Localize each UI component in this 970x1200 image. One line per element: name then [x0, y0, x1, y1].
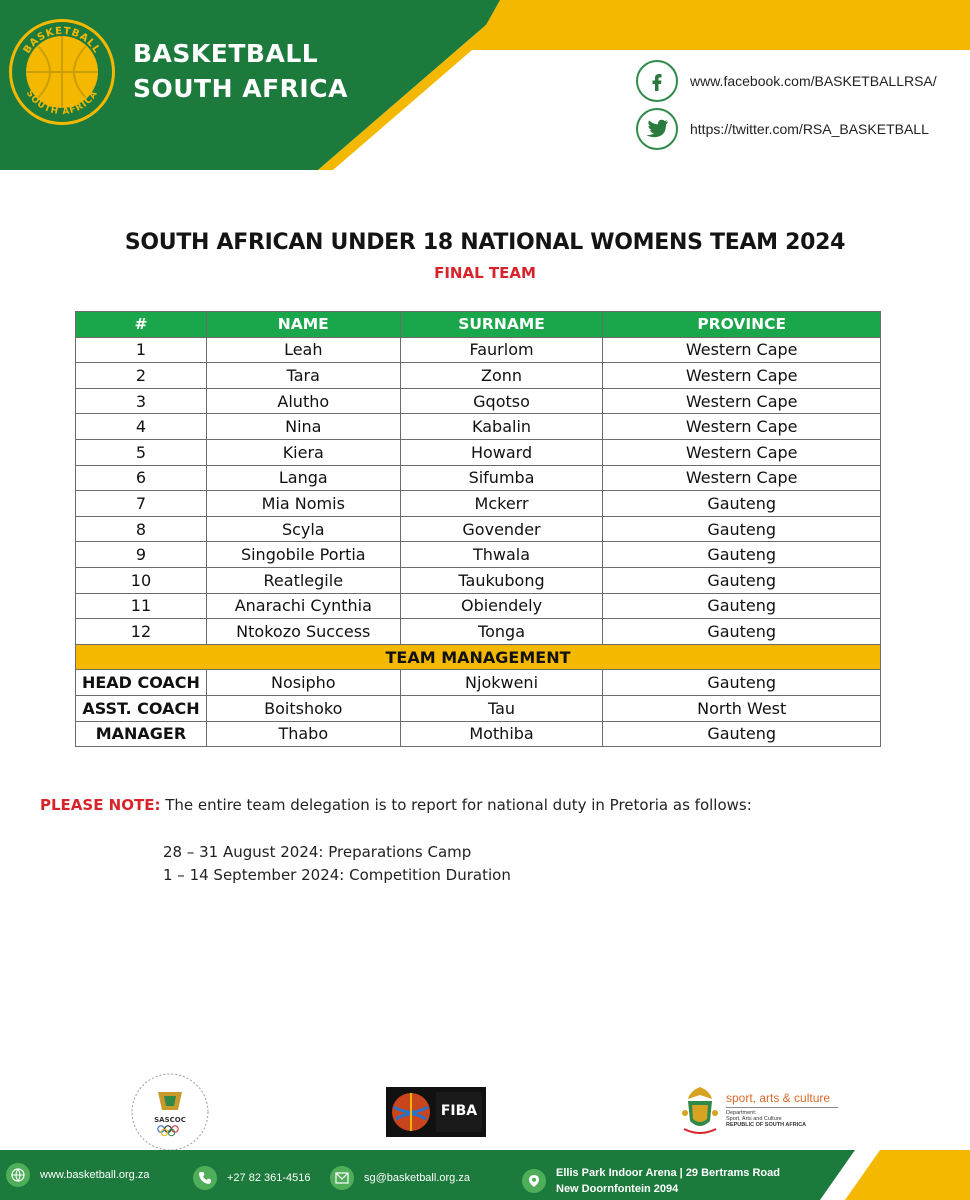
dsac-logo	[680, 1085, 850, 1137]
table-row	[76, 695, 881, 721]
note-label: PLEASE NOTE:	[40, 796, 161, 814]
staff-name-cell: Boitshoko	[206, 695, 400, 721]
header-number: #	[76, 312, 207, 338]
player-name-cell: Reatlegile	[206, 567, 400, 593]
player-number-cell: 5	[76, 439, 207, 465]
player-province-cell: Gauteng	[603, 619, 881, 645]
player-name-cell: Kiera	[206, 439, 400, 465]
table-row	[76, 388, 881, 414]
facebook-icon	[636, 60, 678, 102]
dsac-line: Sport, Arts and Culture	[726, 1116, 782, 1122]
management-header-row	[76, 644, 881, 670]
player-surname-cell: Mckerr	[400, 491, 603, 517]
player-surname-cell: Tonga	[400, 619, 603, 645]
table-row	[76, 465, 881, 491]
player-surname-cell: Zonn	[400, 363, 603, 389]
table-row	[76, 619, 881, 645]
player-surname-cell: Gqotso	[400, 388, 603, 414]
schedule-item: 28 – 31 August 2024: Preparations Camp	[163, 843, 472, 861]
footer-email[interactable]	[330, 1166, 470, 1190]
twitter-icon	[636, 108, 678, 150]
note-text: The entire team delegation is to report for national duty in Pretoria as follows:	[165, 796, 752, 814]
logo-bottom-text: SOUTH AFRICA	[23, 88, 101, 118]
player-number-cell: 8	[76, 516, 207, 542]
table-row	[76, 670, 881, 696]
logo-top-text: BASKETBALL	[21, 25, 103, 56]
staff-name-cell: Nosipho	[206, 670, 400, 696]
org-name-line1: BASKETBALL	[133, 39, 319, 68]
mail-icon	[330, 1166, 354, 1190]
player-province-cell: Western Cape	[603, 388, 881, 414]
player-province-cell: Western Cape	[603, 363, 881, 389]
player-number-cell: 10	[76, 567, 207, 593]
player-number-cell: 6	[76, 465, 207, 491]
footer-website-text[interactable]: www.basketball.org.za	[40, 1169, 150, 1181]
table-row	[76, 542, 881, 568]
table-row	[76, 491, 881, 517]
player-number-cell: 11	[76, 593, 207, 619]
table-row	[76, 516, 881, 542]
player-number-cell: 12	[76, 619, 207, 645]
header-surname: SURNAME	[400, 312, 603, 338]
staff-role-cell: ASST. COACH	[76, 695, 207, 721]
player-name-cell: Alutho	[206, 388, 400, 414]
player-surname-cell: Kabalin	[400, 414, 603, 440]
table-row	[76, 721, 881, 747]
player-surname-cell: Howard	[400, 439, 603, 465]
table-row	[76, 363, 881, 389]
staff-province-cell: North West	[603, 695, 881, 721]
staff-province-cell: Gauteng	[603, 721, 881, 747]
player-name-cell: Singobile Portia	[206, 542, 400, 568]
twitter-url[interactable]: https://twitter.com/RSA_BASKETBALL	[690, 121, 929, 137]
globe-icon	[6, 1163, 30, 1187]
footer-address-line2: New Doornfontein 2094	[556, 1183, 679, 1195]
player-province-cell: Gauteng	[603, 593, 881, 619]
dsac-title: sport, arts & culture	[726, 1091, 831, 1105]
fiba-label: FIBA	[440, 1103, 478, 1119]
player-province-cell: Western Cape	[603, 465, 881, 491]
staff-name-cell: Thabo	[206, 721, 400, 747]
staff-surname-cell: Njokweni	[400, 670, 603, 696]
table-row	[76, 414, 881, 440]
player-province-cell: Gauteng	[603, 567, 881, 593]
footer-address-line1: Ellis Park Indoor Arena | 29 Bertrams Road	[556, 1167, 780, 1179]
twitter-link[interactable]	[636, 108, 929, 150]
player-name-cell: Nina	[206, 414, 400, 440]
footer-phone[interactable]	[193, 1166, 311, 1190]
table-row	[76, 337, 881, 363]
header-name: NAME	[206, 312, 400, 338]
schedule-item: 1 – 14 September 2024: Competition Duration	[163, 866, 511, 884]
player-name-cell: Anarachi Cynthia	[206, 593, 400, 619]
facebook-link[interactable]	[636, 60, 937, 102]
player-surname-cell: Obiendely	[400, 593, 603, 619]
location-pin-icon	[522, 1169, 546, 1193]
management-header: TEAM MANAGEMENT	[76, 644, 881, 670]
player-surname-cell: Thwala	[400, 542, 603, 568]
footer-address	[522, 1165, 780, 1197]
page-title: SOUTH AFRICAN UNDER 18 NATIONAL WOMENS TEAM 2024	[124, 230, 846, 255]
footer-address-text	[556, 1165, 780, 1197]
player-name-cell: Ntokozo Success	[206, 619, 400, 645]
dsac-line: REPUBLIC OF SOUTH AFRICA	[726, 1122, 807, 1128]
staff-role-cell: MANAGER	[76, 721, 207, 747]
table-row	[76, 593, 881, 619]
player-name-cell: Scyla	[206, 516, 400, 542]
player-province-cell: Western Cape	[603, 414, 881, 440]
player-surname-cell: Taukubong	[400, 567, 603, 593]
sascoc-logo	[128, 1070, 212, 1154]
player-province-cell: Western Cape	[603, 439, 881, 465]
staff-surname-cell: Mothiba	[400, 721, 603, 747]
dsac-divider	[726, 1107, 838, 1108]
fiba-logo	[386, 1087, 486, 1137]
org-name-line2: SOUTH AFRICA	[133, 74, 348, 103]
player-number-cell: 9	[76, 542, 207, 568]
table-row	[76, 439, 881, 465]
facebook-url[interactable]: www.facebook.com/BASKETBALLRSA/	[690, 73, 937, 89]
player-surname-cell: Sifumba	[400, 465, 603, 491]
player-province-cell: Gauteng	[603, 491, 881, 517]
team-roster-table	[75, 311, 881, 747]
table-row	[76, 567, 881, 593]
table-header-row	[76, 312, 881, 338]
player-name-cell: Mia Nomis	[206, 491, 400, 517]
page-subtitle: FINAL TEAM	[434, 264, 536, 282]
dsac-text-block	[726, 1091, 838, 1128]
sascoc-label: SASCOC	[154, 1116, 186, 1124]
staff-surname-cell: Tau	[400, 695, 603, 721]
player-province-cell: Western Cape	[603, 337, 881, 363]
player-number-cell: 3	[76, 388, 207, 414]
coat-of-arms-icon	[680, 1085, 720, 1137]
player-surname-cell: Govender	[400, 516, 603, 542]
player-name-cell: Leah	[206, 337, 400, 363]
player-number-cell: 2	[76, 363, 207, 389]
footer-website[interactable]	[6, 1163, 149, 1187]
note-paragraph	[40, 796, 752, 814]
player-surname-cell: Faurlom	[400, 337, 603, 363]
player-name-cell: Tara	[206, 363, 400, 389]
player-number-cell: 4	[76, 414, 207, 440]
player-name-cell: Langa	[206, 465, 400, 491]
phone-icon	[193, 1166, 217, 1190]
staff-role-cell: HEAD COACH	[76, 670, 207, 696]
bsa-logo	[8, 18, 116, 126]
org-name	[133, 36, 348, 106]
player-province-cell: Gauteng	[603, 516, 881, 542]
player-number-cell: 1	[76, 337, 207, 363]
staff-province-cell: Gauteng	[603, 670, 881, 696]
header-province: PROVINCE	[603, 312, 881, 338]
dsac-line: Department:	[726, 1110, 757, 1116]
footer-email-text[interactable]: sg@basketball.org.za	[364, 1172, 470, 1184]
footer-phone-text[interactable]: +27 82 361-4516	[227, 1172, 311, 1184]
player-province-cell: Gauteng	[603, 542, 881, 568]
player-number-cell: 7	[76, 491, 207, 517]
